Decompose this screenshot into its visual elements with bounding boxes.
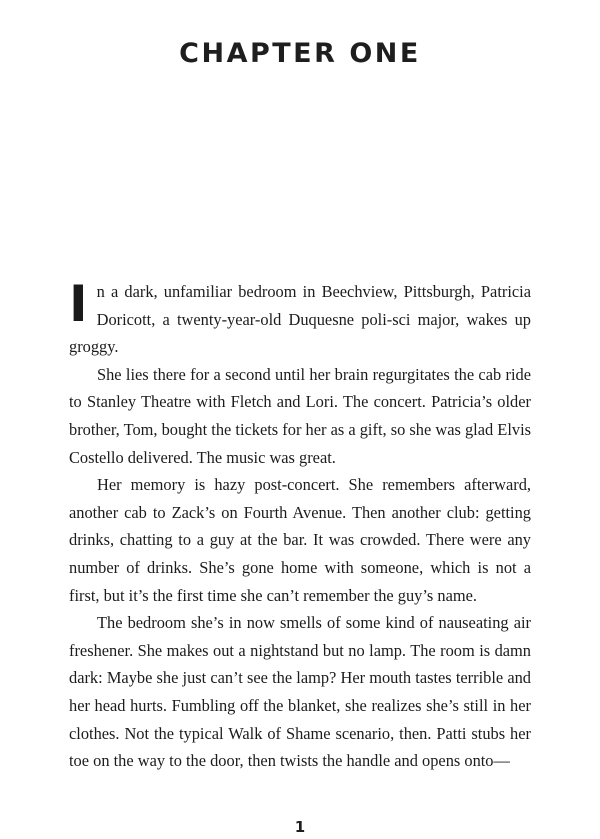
chapter-title: CHAPTER ONE [179,38,421,69]
paragraph-4: The bedroom she’s in now smells of some kind of nauseating air freshener. She makes out a nightstand but no lamp. The room is damn dark: Maybe she just can’t see the lamp? Her mouth tastes terrible and her head hurts. Fumbling off the blanket, she realizes she’s still in her clothes. Not the typical Walk of Shame scenario, then. Patti stubs her toe on the way to the door, then twists the handle and opens onto— [69,613,531,771]
drop-cap: I [69,275,88,333]
paragraph-1 [69,275,531,361]
paragraph-3: Her memory is hazy post-concert. She remembers afterward, another cab to Zack’s on Fourth Avenue. Then another club: getting drinks, chatting to a guy at the bar. It was crowded. There were any number of drinks. She’s gone home with someone, which is not a first, but it’s the first time she can’t remember the guy’s name. [69,475,531,605]
page-number: 1 [294,818,306,836]
paragraph-2: She lies there for a second until her brain regurgitates the cab ride to Stanley Theatre with Fletch and Lori. The concert. Patricia’s older brother, Tom, bought the tickets for her as a gift, so she was glad Elvis Costello delivered. The music was great. [69,364,531,467]
chapter-body [69,275,531,775]
paragraph-1-text: n a dark, unfamiliar bedroom in Beechview, Pittsburgh, Patricia Doricott, a twenty-year-old Duquesne poli-sci major, wakes up groggy. [69,282,531,357]
